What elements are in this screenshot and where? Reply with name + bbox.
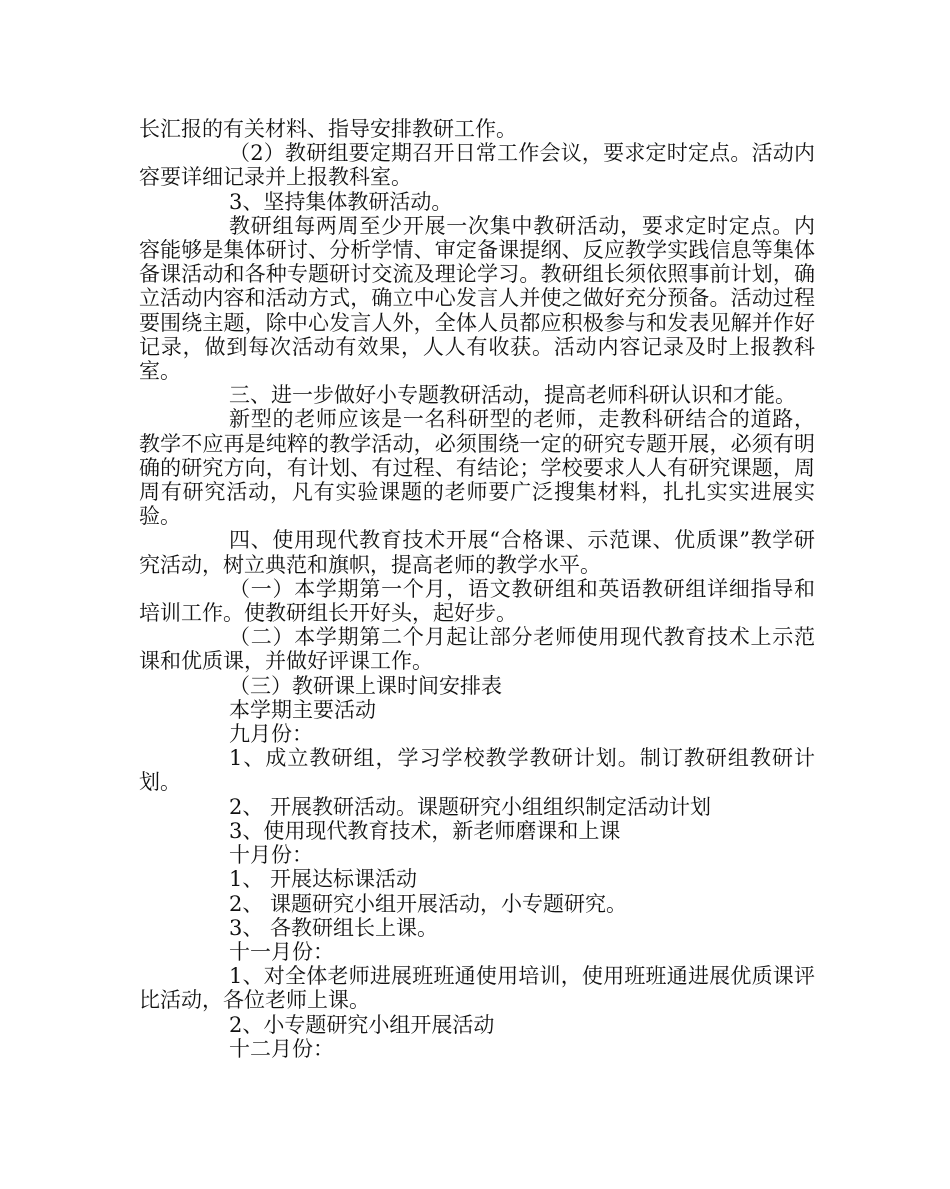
paragraph-6: 新型的老师应该是一名科研型的老师，走教科研结合的道路，教学不应再是纯粹的教学活动，必须围绕一定的研究专题开展，必须有明确的研究方向，有计划、有过程、有结论；学校要求人人有研究课题，周周有研究活动，凡有实验课题的老师要广泛搜集材料，扎扎实实进展实验。 <box>139 407 815 529</box>
paragraph-14: 2、 开展教研活动。课题研究小组组织制定活动计划 <box>229 794 712 819</box>
paragraph-8: （一）本学期第一个月，语文教研组和英语教研组详细指导和培训工作。使教研组长开好头，起好步。 <box>139 576 815 626</box>
paragraph-12: 九月份： <box>229 722 313 747</box>
paragraph-2: （2）教研组要定期召开日常工作会议，要求定时定点。活动内容要详细记录并上报教科室。 <box>139 141 815 190</box>
paragraph-4: 教研组每两周至少开展一次集中教研活动，要求定时定点。内容能够是集体研讨、分析学情、审定备课提纲、反应教学实践信息等集体备课活动和各种专题研讨交流及理论学习。教研组长须依照事前计划，确立活动内容和活动方式，确立中心发言人并使之做好充分预备。活动过程要围绕主题，除中心发言人外，全体人员都应积极参与和发表见解并作好记录，做到每次活动有效果，人人有收获。活动内容记录及时上报教科室。 <box>139 213 815 384</box>
paragraph-1: 长汇报的有关材料、指导安排教研工作。 <box>139 117 517 141</box>
paragraph-11: 本学期主要活动 <box>229 697 376 722</box>
paragraph-9: （二）本学期第二个月起让部分老师使用现代教育技术上示范课和优质课，并做好评课工作。 <box>139 625 815 674</box>
paragraph-21: 1、对全体老师进展班班通使用培训，使用班班通进展优质课评比活动，各位老师上课。 <box>139 964 815 1013</box>
paragraph-16: 十月份： <box>229 843 313 868</box>
paragraph-19: 3、 各教研组长上课。 <box>229 915 439 940</box>
paragraph-10: （三）教研课上课时间安排表 <box>229 673 502 698</box>
paragraph-22: 2、小专题研究小组开展活动 <box>229 1012 495 1037</box>
paragraph-13: 1、成立教研组，学习学校教学教研计划。制订教研组教研计划。 <box>139 746 815 795</box>
paragraph-17: 1、 开展达标课活动 <box>229 867 418 892</box>
paragraph-18: 2、 课题研究小组开展活动，小专题研究。 <box>229 891 628 916</box>
paragraph-15: 3、使用现代教育技术，新老师磨课和上课 <box>229 818 621 843</box>
paragraph-20: 十一月份： <box>229 939 334 964</box>
document-body <box>139 117 815 1061</box>
paragraph-23: 十二月份： <box>229 1036 334 1061</box>
paragraph-3: 3、坚持集体教研活动。 <box>229 189 453 214</box>
paragraph-5: 三、进一步做好小专题教研活动，提高老师科研认识和才能。 <box>229 383 796 408</box>
paragraph-7: 四、使用现代教育技术开展“合格课、示范课、优质课”教学研究活动，树立典范和旗帜，提高老师的教学水平。 <box>139 528 815 577</box>
